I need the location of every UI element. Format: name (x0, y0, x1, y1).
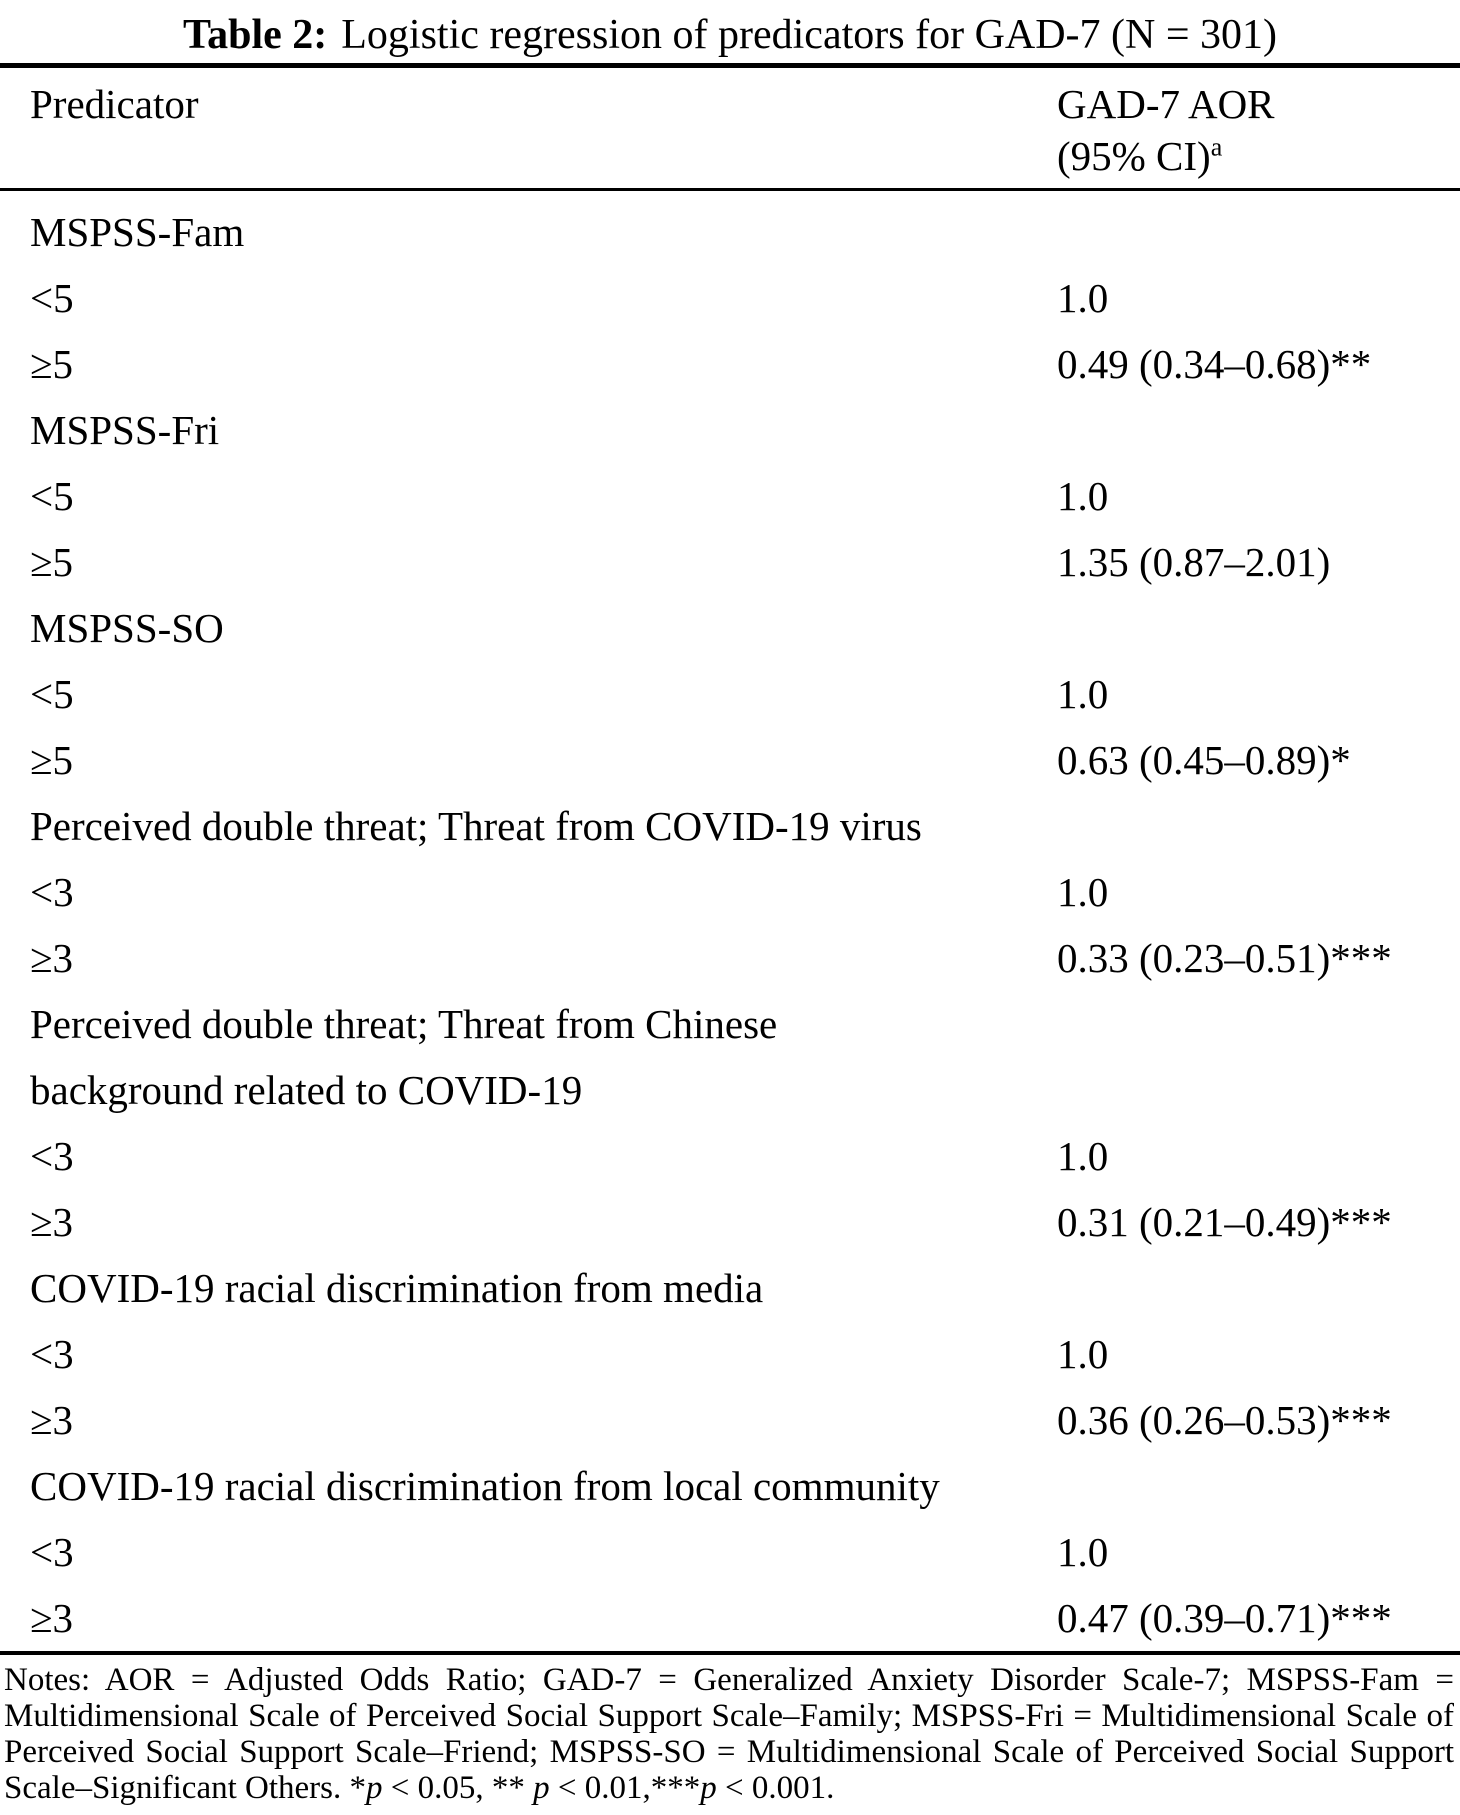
table-row (0, 1519, 1460, 1585)
row-value: 1.0 (1057, 1331, 1109, 1377)
row-value: 1.35 (0.87–2.01) (1057, 539, 1331, 585)
table-row (0, 265, 1460, 331)
table-title-text: Logistic regression of predicators for GAD-7 (N = 301) (341, 12, 1278, 58)
row-value (1057, 991, 1460, 1123)
table-header-row (0, 68, 1460, 188)
table-row (0, 661, 1460, 727)
row-label: <3 (30, 1529, 74, 1575)
row-label: MSPSS-SO (30, 605, 224, 651)
row-label-line1: Perceived double threat; Threat from Chinese (30, 1001, 778, 1047)
row-label: ≥5 (30, 539, 74, 585)
row-label: MSPSS-Fri (30, 407, 220, 453)
row-value: 0.36 (0.26–0.53)*** (1057, 1397, 1392, 1443)
column-header-aor (1057, 78, 1460, 182)
row-value: 0.31 (0.21–0.49)*** (1057, 1199, 1392, 1245)
table-row (0, 1321, 1460, 1387)
row-label-line2: background related to COVID-19 (30, 1067, 583, 1113)
row-value (1057, 199, 1460, 265)
aor-header-line2: (95% CI)$^a$ (1057, 132, 1223, 179)
table-row (0, 1387, 1460, 1453)
row-value: 1.0 (1057, 275, 1109, 321)
row-label: ≥3 (30, 935, 74, 981)
row-value: 1.0 (1057, 1133, 1109, 1179)
notes: Notes: AOR = Adjusted Odds Ratio; GAD-7 = Generalized Anxiety Disorder Scale-7; MSPSS-Fam = Multidimensional Scale of Perceived Social Support Scale–Family; MSPSS-Fri = Multidimensional Scale of Perceived Social Support Scale–Friend; MSPSS-SO = Multidimensional Scale of Perceived Social Support Scale–Significant Others. *p < 0.05, ** p < 0.01,***p < 0.001. (4, 1662, 1454, 1806)
row-label: <3 (30, 1331, 74, 1377)
row-value (1057, 595, 1460, 661)
table-row (0, 859, 1460, 925)
row-label: COVID-19 racial discrimination from media (30, 1265, 764, 1311)
row-label: <3 (30, 869, 74, 915)
row-value: 0.63 (0.45–0.89)* (1057, 737, 1351, 783)
row-value: 0.47 (0.39–0.71)*** (1057, 1595, 1392, 1641)
row-value: 1.0 (1057, 1529, 1109, 1575)
row-label: <5 (30, 275, 74, 321)
table-row (0, 199, 1460, 265)
row-label: <3 (30, 1133, 74, 1179)
row-label: ≥5 (30, 737, 74, 783)
row-value: 1.0 (1057, 671, 1109, 717)
table-row (0, 1189, 1460, 1255)
row-label: <5 (30, 671, 74, 717)
row-label: <5 (30, 473, 74, 519)
table-row (0, 1123, 1460, 1189)
row-label: COVID-19 racial discrimination from local community (30, 1463, 940, 1509)
row-value: 0.33 (0.23–0.51)*** (1057, 935, 1392, 981)
row-label: ≥3 (30, 1199, 74, 1245)
row-label (30, 991, 1057, 1123)
row-value: 0.49 (0.34–0.68)** (1057, 341, 1372, 387)
table-row (0, 991, 1460, 1123)
row-value (1057, 793, 1460, 859)
row-label: ≥5 (30, 341, 74, 387)
row-value (1057, 397, 1460, 463)
table-row (0, 727, 1460, 793)
table-row (0, 529, 1460, 595)
table-row (0, 397, 1460, 463)
table-title (0, 0, 1460, 63)
row-label: MSPSS-Fam (30, 209, 245, 255)
footnote-marker-a: a (1210, 132, 1223, 162)
aor-header-line1: GAD-7 AOR (1057, 81, 1275, 127)
table-row (0, 925, 1460, 991)
table-row (0, 1453, 1460, 1519)
table-row (0, 1255, 1460, 1321)
table-row (0, 463, 1460, 529)
table-body (0, 191, 1460, 1651)
table-number: Table 2: (182, 12, 328, 58)
row-value: 1.0 (1057, 473, 1109, 519)
row-value: 1.0 (1057, 869, 1109, 915)
table-row (0, 793, 1460, 859)
row-value (1057, 1255, 1460, 1321)
table-row (0, 595, 1460, 661)
table-row (0, 331, 1460, 397)
row-label: ≥3 (30, 1595, 74, 1641)
row-label: Perceived double threat; Threat from COVID-19 virus (30, 803, 922, 849)
row-value (1057, 1453, 1460, 1519)
row-label: ≥3 (30, 1397, 74, 1443)
column-header-predicator: Predicator (30, 81, 199, 127)
table-row (0, 1585, 1460, 1651)
